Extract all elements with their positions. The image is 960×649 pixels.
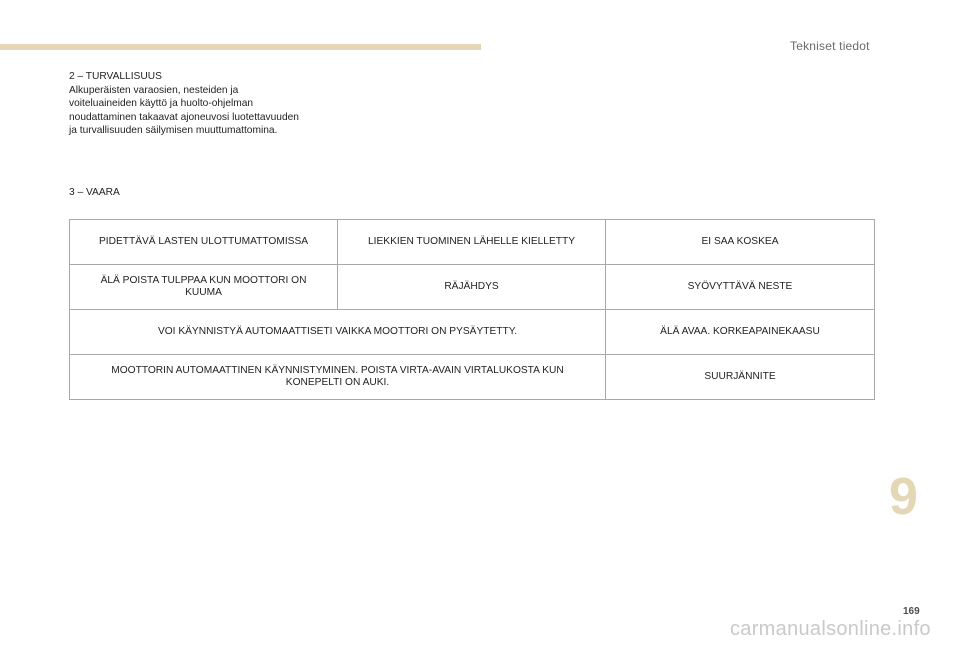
- section-safety-line: noudattaminen takaavat ajoneuvosi luotettavuuden: [69, 111, 299, 123]
- page-number: 169: [903, 606, 920, 617]
- table-row: [70, 265, 875, 310]
- section-safety-heading: 2 – TURVALLISUUS: [69, 71, 162, 82]
- table-cell: RÄJÄHDYS: [338, 265, 606, 310]
- section-safety-line: Alkuperäisten varaosien, nesteiden ja: [69, 84, 239, 96]
- warning-table: [69, 219, 875, 400]
- section-safety: [69, 70, 331, 138]
- section-safety-line: voiteluaineiden käyttö ja huolto-ohjelman: [69, 98, 254, 109]
- section-safety-line: ja turvallisuuden säilymisen muuttumattomina.: [69, 125, 278, 136]
- table-cell: ÄLÄ POISTA TULPPAA KUN MOOTTORI ON KUUMA: [70, 265, 338, 310]
- section-danger-heading: 3 – VAARA: [69, 187, 120, 198]
- watermark-link[interactable]: carmanualsonline.info: [730, 618, 931, 640]
- table-cell: MOOTTORIN AUTOMAATTINEN KÄYNNISTYMINEN. POISTA VIRTA-AVAIN VIRTALUKOSTA KUN KONEPELTI ON AUKI.: [70, 355, 606, 400]
- table-row: [70, 355, 875, 400]
- table-cell: SUURJÄNNITE: [606, 355, 875, 400]
- header-accent-bar: [0, 44, 481, 50]
- table-row: [70, 220, 875, 265]
- table-cell: PIDETTÄVÄ LASTEN ULOTTUMATTOMISSA: [70, 220, 338, 265]
- chapter-number: 9: [889, 468, 918, 526]
- table-cell: LIEKKIEN TUOMINEN LÄHELLE KIELLETTY: [338, 220, 606, 265]
- table-cell: ÄLÄ AVAA. KORKEAPAINEKAASU: [606, 310, 875, 355]
- table-cell: VOI KÄYNNISTYÄ AUTOMAATTISETI VAIKKA MOOTTORI ON PYSÄYTETTY.: [70, 310, 606, 355]
- table-cell: SYÖVYTTÄVÄ NESTE: [606, 265, 875, 310]
- chapter-title: Tekniset tiedot: [790, 39, 870, 53]
- table-cell: EI SAA KOSKEA: [606, 220, 875, 265]
- table-row: [70, 310, 875, 355]
